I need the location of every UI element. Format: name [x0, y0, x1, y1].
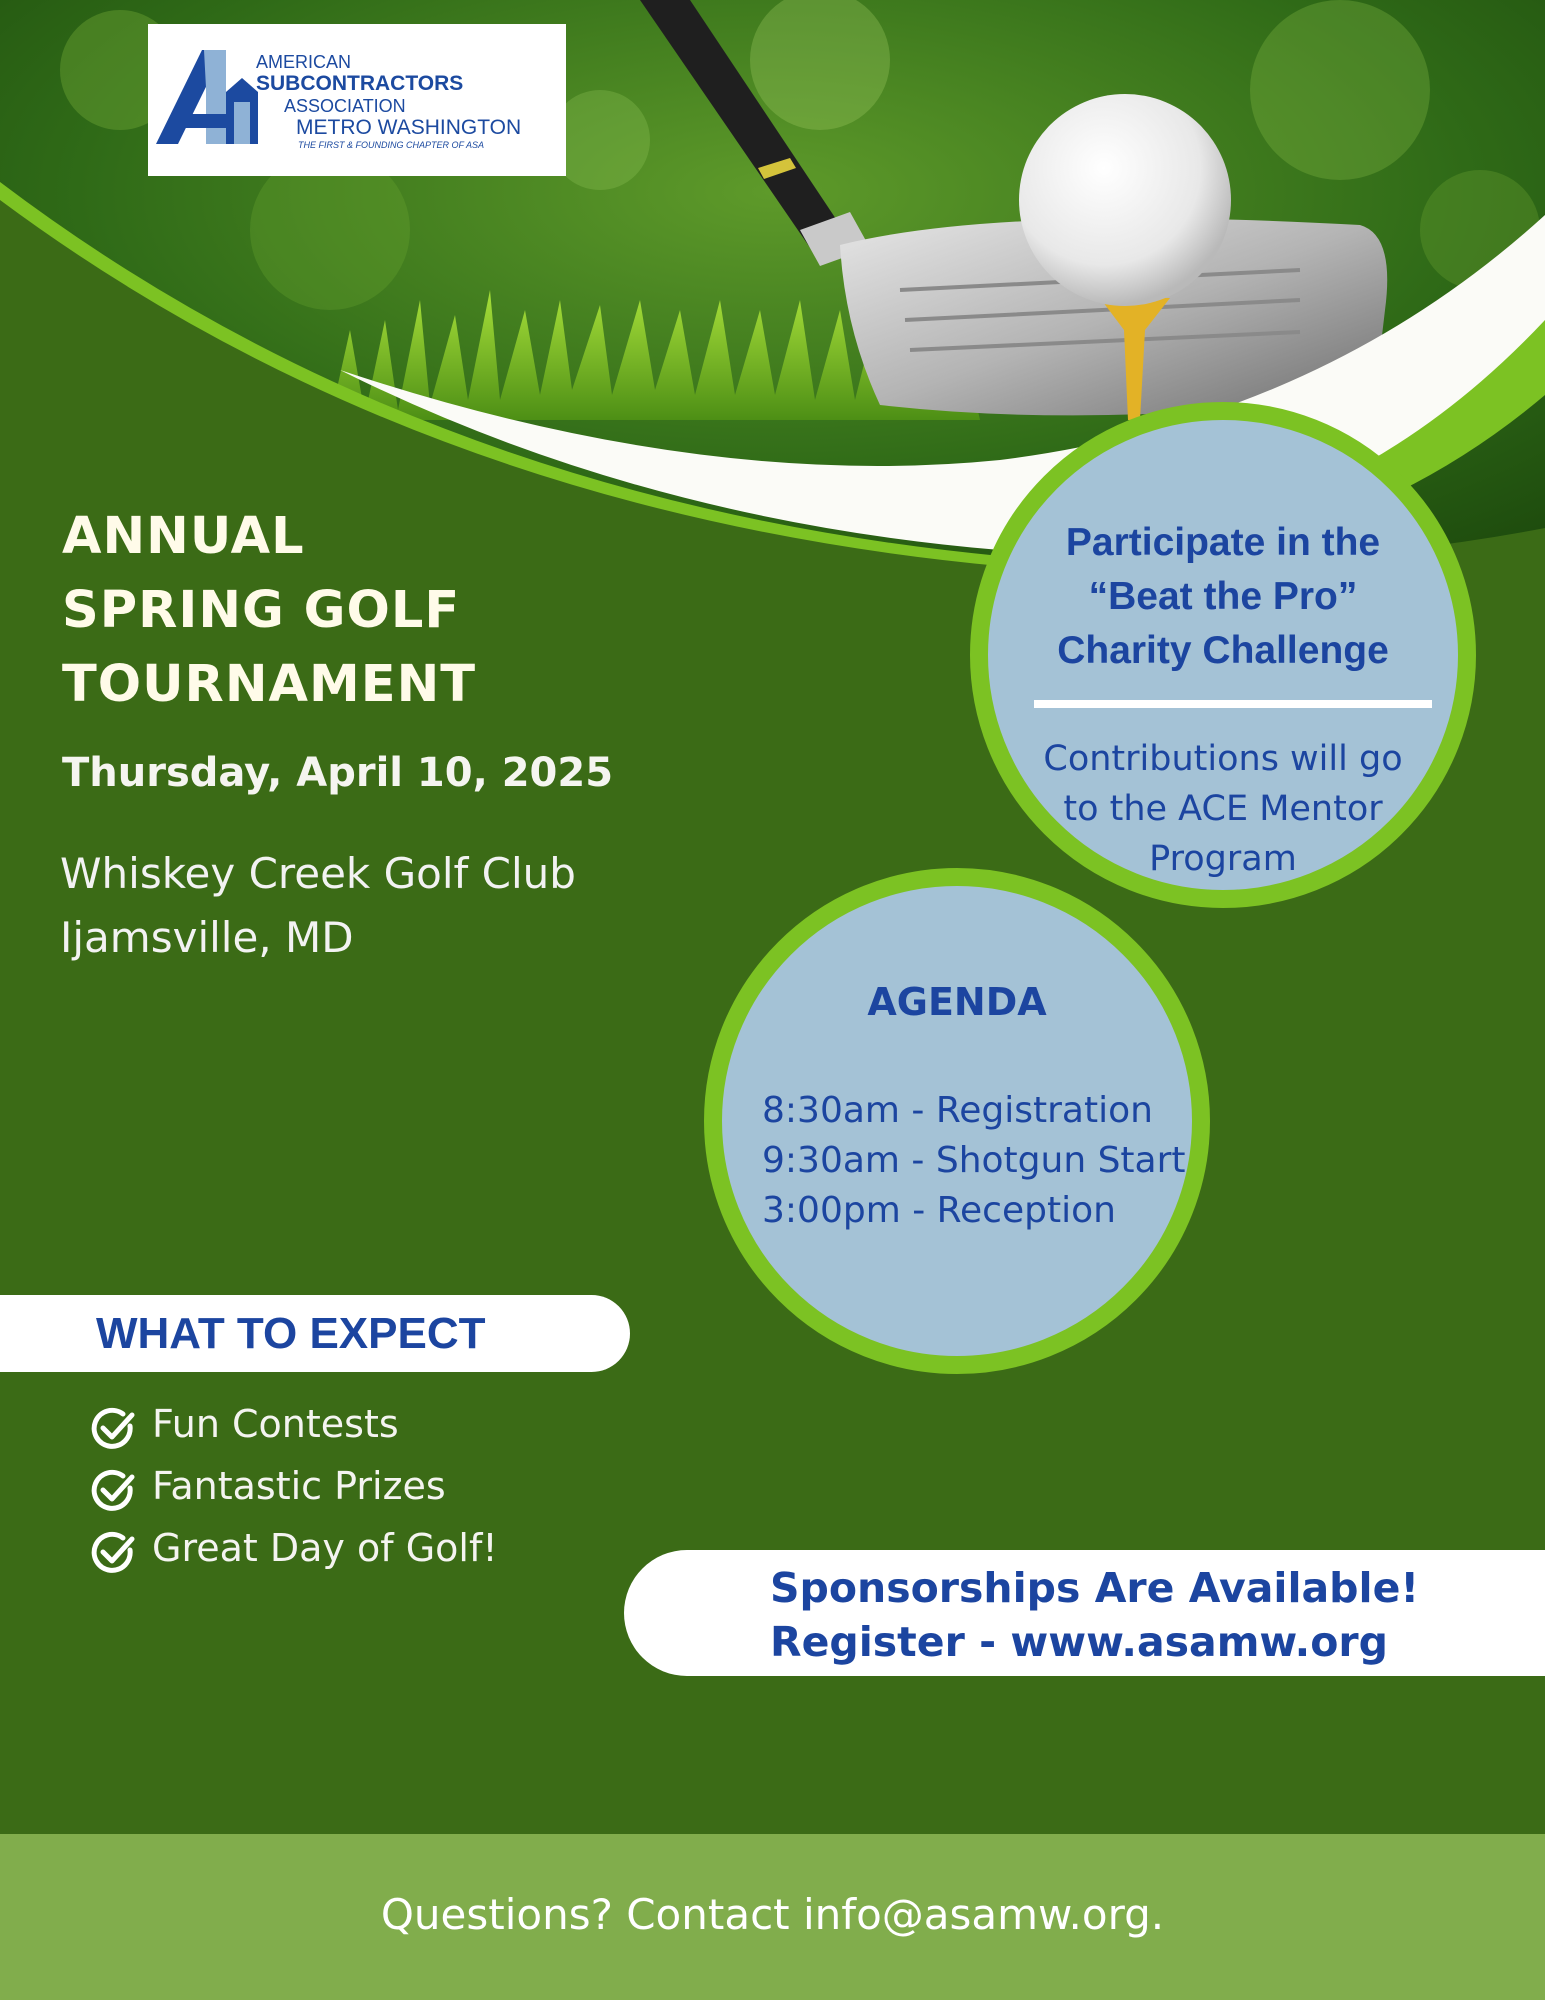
- charity-body-line-3: Program: [1149, 839, 1297, 879]
- logo-line-3: ASSOCIATION: [284, 96, 406, 116]
- event-date: Thursday, April 10, 2025: [62, 750, 614, 796]
- agenda-heading: AGENDA: [867, 980, 1047, 1024]
- check-circle-icon: [90, 1406, 136, 1452]
- expect-item-label: Great Day of Golf!: [152, 1526, 498, 1570]
- charity-heading-line-3: Charity Challenge: [1057, 629, 1389, 672]
- event-title: [62, 500, 476, 722]
- venue-location: Ijamsville, MD: [60, 913, 354, 962]
- logo-line-1: AMERICAN: [256, 52, 352, 72]
- logo-tagline: THE FIRST & FOUNDING CHAPTER OF ASA: [298, 140, 485, 150]
- charity-body-line-2: to the ACE Mentor: [1063, 789, 1383, 829]
- sponsorship-text: Sponsorships Are Available!: [770, 1564, 1420, 1612]
- logo-line-2: SUBCONTRACTORS: [256, 72, 464, 95]
- expect-item-label: Fun Contests: [152, 1402, 399, 1446]
- sponsorship-banner: [624, 1550, 1545, 1676]
- check-circle-icon: [90, 1468, 136, 1514]
- registration-link[interactable]: Register - www.asamw.org: [770, 1618, 1388, 1666]
- what-to-expect-heading: WHAT TO EXPECT: [96, 1309, 486, 1358]
- agenda-item: 8:30am - Registration: [762, 1090, 1153, 1131]
- agenda-item: 3:00pm - Reception: [762, 1190, 1116, 1231]
- logo-line-4: METRO WASHINGTON: [296, 116, 522, 139]
- asa-logo: [148, 24, 566, 176]
- charity-divider: [1034, 700, 1432, 708]
- expect-item-label: Fantastic Prizes: [152, 1464, 446, 1508]
- event-venue: [60, 842, 576, 970]
- title-line-3: TOURNAMENT: [62, 655, 477, 714]
- charity-challenge-circle: [970, 402, 1476, 908]
- venue-name: Whiskey Creek Golf Club: [60, 849, 576, 898]
- charity-heading-line-1: Participate in the: [1065, 521, 1381, 564]
- asa-logo-icon: [154, 48, 266, 146]
- charity-body-line-1: Contributions will go: [1043, 739, 1403, 779]
- charity-heading: [988, 516, 1458, 678]
- title-line-1: ANNUAL: [62, 507, 305, 566]
- check-circle-icon: [90, 1530, 136, 1576]
- charity-heading-line-2: “Beat the Pro”: [1088, 575, 1358, 618]
- agenda-list: [762, 1086, 1186, 1236]
- footer-bar: [0, 1834, 1545, 2000]
- agenda-item: 9:30am - Shotgun Start: [762, 1140, 1186, 1181]
- title-line-2: SPRING GOLF: [62, 581, 461, 640]
- charity-body: [988, 734, 1458, 884]
- what-to-expect-banner: [0, 1295, 630, 1372]
- agenda-circle: [704, 868, 1210, 1374]
- contact-text[interactable]: Questions? Contact info@asamw.org.: [380, 1890, 1165, 1939]
